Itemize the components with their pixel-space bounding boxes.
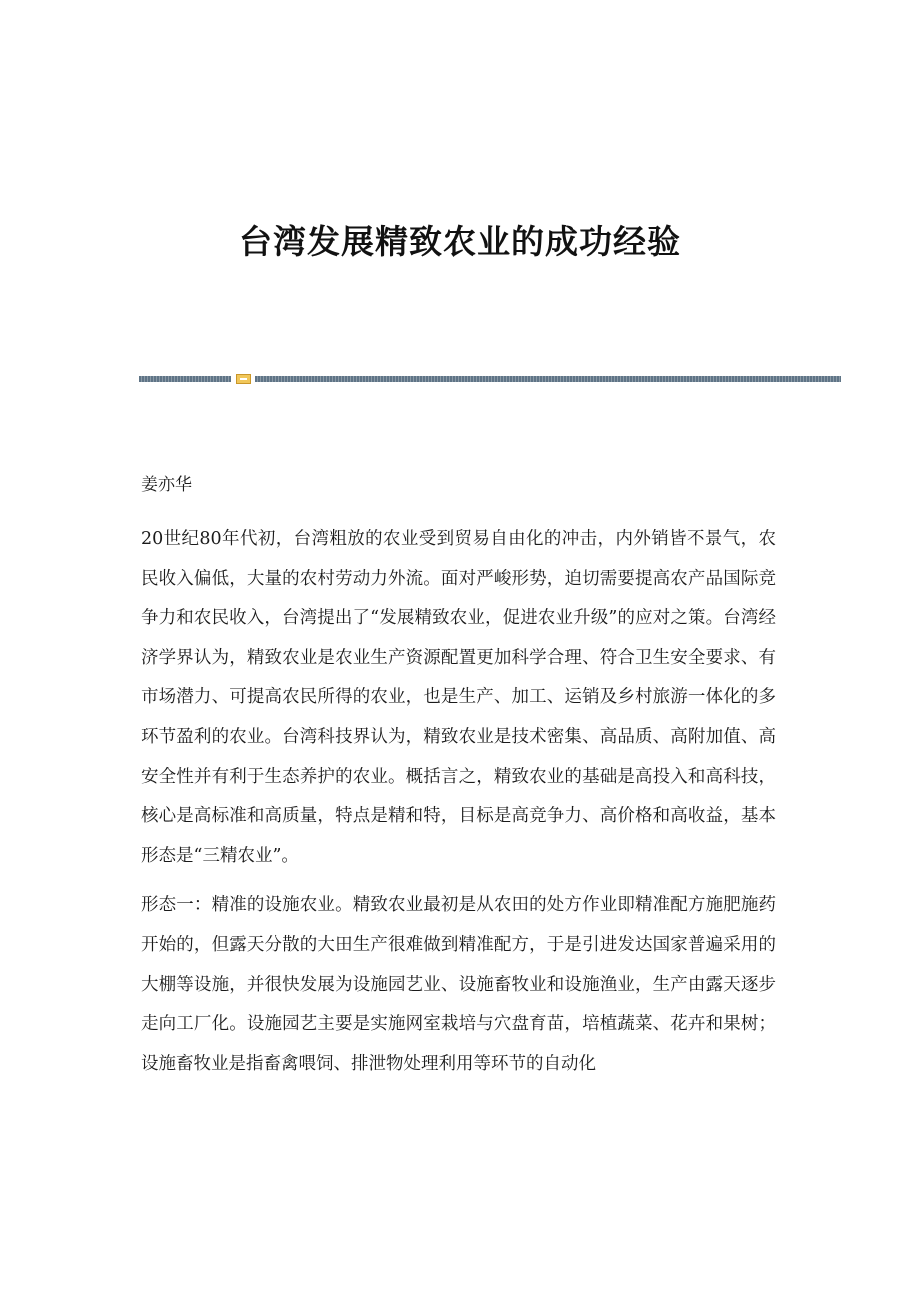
title-divider — [139, 374, 841, 384]
paragraph-2: 形态一：精准的设施农业。精致农业最初是从农田的处方作业即精准配方施肥施药开始的，但露天分散的大田生产很难做到精准配方，于是引进发达国家普遍采用的大棚等设施，并很快发展为设施园艺业、设施畜牧业和设施渔业，生产由露天逐步走向工厂化。设施园艺主要是实施网室栽培与穴盘育苗，培植蔬菜、花卉和果树；设施畜牧业是指畜禽喂饲、排泄物处理利用等环节的自动化 — [141, 895, 776, 1074]
author-name: 姜亦华 — [141, 475, 192, 495]
paragraph-1: 20世纪80年代初，台湾粗放的农业受到贸易自由化的冲击，内外销皆不景气，农民收入偏低，大量的农村劳动力外流。面对严峻形势，迫切需要提高农产品国际竞争力和农民收入，台湾提出了“发展精致农业，促进农业升级”的应对之策。台湾经济学界认为，精致农业是农业生产资源配置更加科学合理、符合卫生安全要求、有市场潜力、可提高农民所得的农业，也是生产、加工、运销及乡村旅游一体化的多环节盈利的农业。台湾科技界认为，精致农业是技术密集、高品质、高附加值、高安全性并有利于生态养护的农业。概括言之，精致农业的基础是高投入和高科技，核心是高标准和高质量，特点是精和特，目标是高竞争力、高价格和高收益，基本形态是“三精农业”。 — [141, 529, 776, 866]
document-title: 台湾发展精致农业的成功经验 — [239, 222, 681, 261]
divider-bar-right — [255, 376, 841, 382]
article-body — [141, 520, 776, 1094]
divider-bar-left — [139, 376, 231, 382]
divider-emblem-icon — [236, 374, 251, 384]
